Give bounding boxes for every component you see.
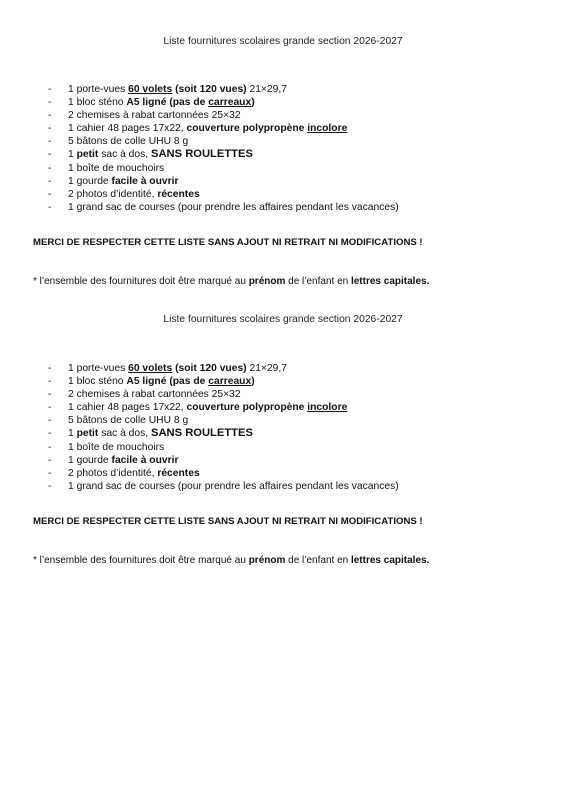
text-run: (soit 120 vues) [175,363,247,374]
text-run: 2 chemises à rabat cartonnées 25×32 [68,389,241,401]
text-run: A5 ligné [126,97,167,109]
text-run: récentes [157,188,200,200]
list-item-text [68,467,200,480]
text-run: 1 gourde [68,454,112,466]
text-run: prénom [248,276,286,287]
text-run: 1 gourde [68,175,112,187]
text-run: sac à dos, [98,428,151,440]
list-dash: - [48,376,52,388]
list-item-text [68,188,200,201]
text-run: carreaux [208,97,252,109]
list-item-text [68,148,253,161]
text-run: carreaux [208,376,252,388]
list-dash: - [48,402,52,414]
page-title: Liste fournitures scolaires grande section 2026-2027 [163,36,403,47]
list-item-text [68,96,255,109]
list-item-text [68,427,253,440]
text-run: ) [251,376,255,388]
text-run: de l’enfant en [285,555,351,566]
text-run: 1 cahier 48 pages 17x22, [68,402,187,414]
text-run: couverture polypropène [186,402,305,414]
text-run: 2 chemises à rabat cartonnées 25×32 [68,110,241,122]
text-run: 5 bâtons de colle UHU 8 g [68,415,189,427]
list-dash: - [48,201,52,213]
list-item-text [68,414,188,427]
list-dash: - [48,123,52,135]
text-run: incolore [307,123,348,135]
text-run: 21×29,7 [246,363,287,374]
text-run: SANS ROULETTES [151,427,253,440]
text-run: (pas de [169,376,209,388]
text-run: 1 [68,149,77,161]
footnote-text [33,555,429,566]
list-dash: - [48,84,52,95]
list-item-text [68,401,347,414]
text-run: 1 grand sac de courses (pour prendre les affaires pendant les vacances) [68,201,399,213]
text-run: 1 [68,428,77,440]
text-run: 1 boîte de mouchoirs [68,162,165,174]
text-run: 2 photos d’identité, [68,467,158,479]
list-item-text [68,109,241,122]
list-item-text [68,441,164,454]
text-run: lettres capitales. [350,276,430,287]
list-item-text [68,454,178,467]
text-run: 1 porte-vues [68,363,129,374]
text-run: 5 bâtons de colle UHU 8 g [68,136,189,148]
text-run: incolore [307,402,348,414]
page-title: Liste fournitures scolaires grande section 2026-2027 [163,314,403,325]
text-run: 21×29,7 [246,84,287,95]
list-dash: - [48,136,52,148]
list-dash: - [48,97,52,109]
text-run: ) [251,97,255,109]
text-run: facile à ouvrir [111,454,179,466]
notice-text: MERCI DE RESPECTER CETTE LISTE SANS AJOUT NI RETRAIT NI MODIFICATIONS ! [33,516,423,527]
notice-text: MERCI DE RESPECTER CETTE LISTE SANS AJOUT NI RETRAIT NI MODIFICATIONS ! [33,237,423,248]
text-run: 60 volets [128,363,173,374]
text-run: petit [76,149,99,161]
list-item-text [68,388,241,401]
text-run: SANS ROULETTES [151,148,253,161]
list-item-text [68,375,255,388]
list-dash: - [48,363,52,374]
list-item-text [68,480,399,493]
list-dash: - [48,428,52,440]
text-run: couverture polypropène [186,123,305,135]
list-dash: - [48,441,52,453]
list-dash: - [48,188,52,200]
list-item-text [68,162,164,175]
text-run: sac à dos, [98,149,151,161]
list-item-text [68,175,178,188]
list-item-text [68,362,287,375]
list-dash: - [48,149,52,161]
text-run: récentes [157,467,200,479]
text-run: 1 boîte de mouchoirs [68,441,165,453]
text-run: 1 porte-vues [68,84,129,95]
text-run: * l’ensemble des fournitures doit être marqué au [33,276,249,287]
text-run: 1 grand sac de courses (pour prendre les affaires pendant les vacances) [68,480,399,492]
text-run: facile à ouvrir [111,175,179,187]
text-run: * l’ensemble des fournitures doit être marqué au [33,555,249,566]
text-run: 2 photos d’identité, [68,188,158,200]
text-run: A5 ligné [126,376,167,388]
text-run: petit [76,428,99,440]
list-dash: - [48,480,52,492]
list-dash: - [48,175,52,187]
list-dash: - [48,415,52,427]
list-dash: - [48,389,52,401]
text-run: 1 cahier 48 pages 17x22, [68,123,187,135]
list-item-text [68,83,287,96]
list-dash: - [48,454,52,466]
footnote-text [33,276,429,287]
text-run: 1 bloc sténo [68,97,127,109]
text-run: prénom [248,555,286,566]
list-dash: - [48,110,52,122]
list-item-text [68,122,347,135]
text-run: (soit 120 vues) [175,84,247,95]
list-dash: - [48,467,52,479]
list-item-text [68,135,188,148]
text-run: de l’enfant en [285,276,351,287]
list-dash: - [48,162,52,174]
list-item-text [68,201,399,214]
text-run: lettres capitales. [350,555,430,566]
text-run: (pas de [169,97,209,109]
text-run: 1 bloc sténo [68,376,127,388]
text-run: 60 volets [128,84,173,95]
